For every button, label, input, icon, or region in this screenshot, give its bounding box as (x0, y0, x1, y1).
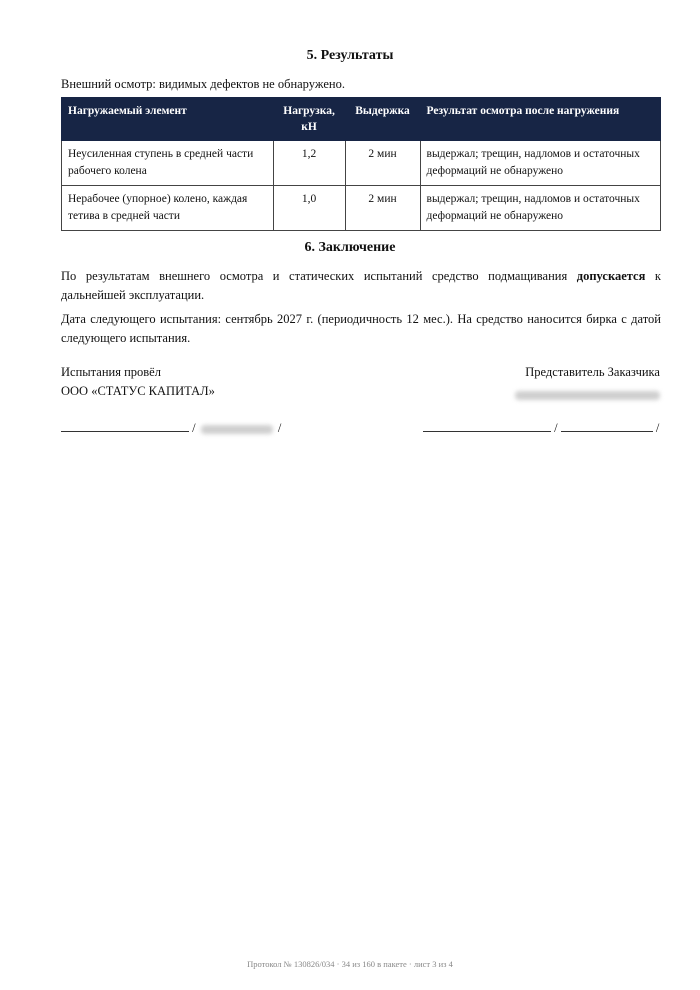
tester-organization: ООО «СТАТУС КАПИТАЛ» (61, 384, 215, 398)
tester-name-redacted (201, 425, 273, 434)
header-hold: Выдержка (345, 98, 420, 141)
visual-inspection-text: Внешний осмотр: видимых дефектов не обнаружено. (61, 77, 345, 91)
cell-result: выдержал; трещин, надломов и остаточных деформаций не обнаружено (420, 186, 660, 231)
conclusion-heading: 6. Заключение (304, 240, 396, 255)
header-load: Нагрузка, кН (273, 98, 345, 141)
cell-result: выдержал; трещин, надломов и остаточных деформаций не обнаружено (420, 141, 660, 186)
cell-element: Нерабочее (упорное) колено, каждая тетива в средней части (62, 186, 274, 231)
customer-rep-name-redacted (515, 386, 660, 404)
tester-title: Испытания провёл (61, 365, 161, 379)
conclusion-verdict: допускается (576, 269, 646, 283)
table-row (62, 141, 661, 186)
cell-element: Неусиленная ступень в средней части рабочего колена (62, 141, 274, 186)
header-element: Нагружаемый элемент (62, 98, 274, 141)
customer-rep-title: Представитель Заказчика (525, 365, 660, 379)
header-result: Результат осмотра после нагружения (420, 98, 660, 141)
results-heading: 5. Результаты (306, 48, 394, 63)
cell-load: 1,2 (273, 141, 345, 186)
results-table (61, 97, 661, 231)
signature-slash: / (655, 421, 660, 435)
customer-signature-line (423, 419, 659, 436)
table-header-row (62, 98, 661, 141)
next-test-text: Дата следующего испытания: сентябрь 2027 г. (периодичность 12 мес.). На средство наносится бирка с датой следующего испытания. (61, 312, 661, 345)
cell-load: 1,0 (273, 186, 345, 231)
tester-signature-line (61, 419, 281, 436)
signature-slash: / (277, 421, 282, 435)
table-row (62, 186, 661, 231)
signature-slash: / (554, 421, 558, 435)
conclusion-text-start: По результатам внешнего осмотра и статических испытаний средство подмащивания (61, 269, 577, 283)
conclusion-text (61, 267, 661, 305)
conclusion-text-end: к дальнейшей эксплуатации. (61, 269, 662, 302)
signature-slash: / (192, 421, 196, 435)
page-footer: Протокол № 130826/034 · 34 из 160 в пакете · лист 3 из 4 (247, 959, 453, 969)
cell-hold: 2 мин (345, 186, 420, 231)
cell-hold: 2 мин (345, 141, 420, 186)
